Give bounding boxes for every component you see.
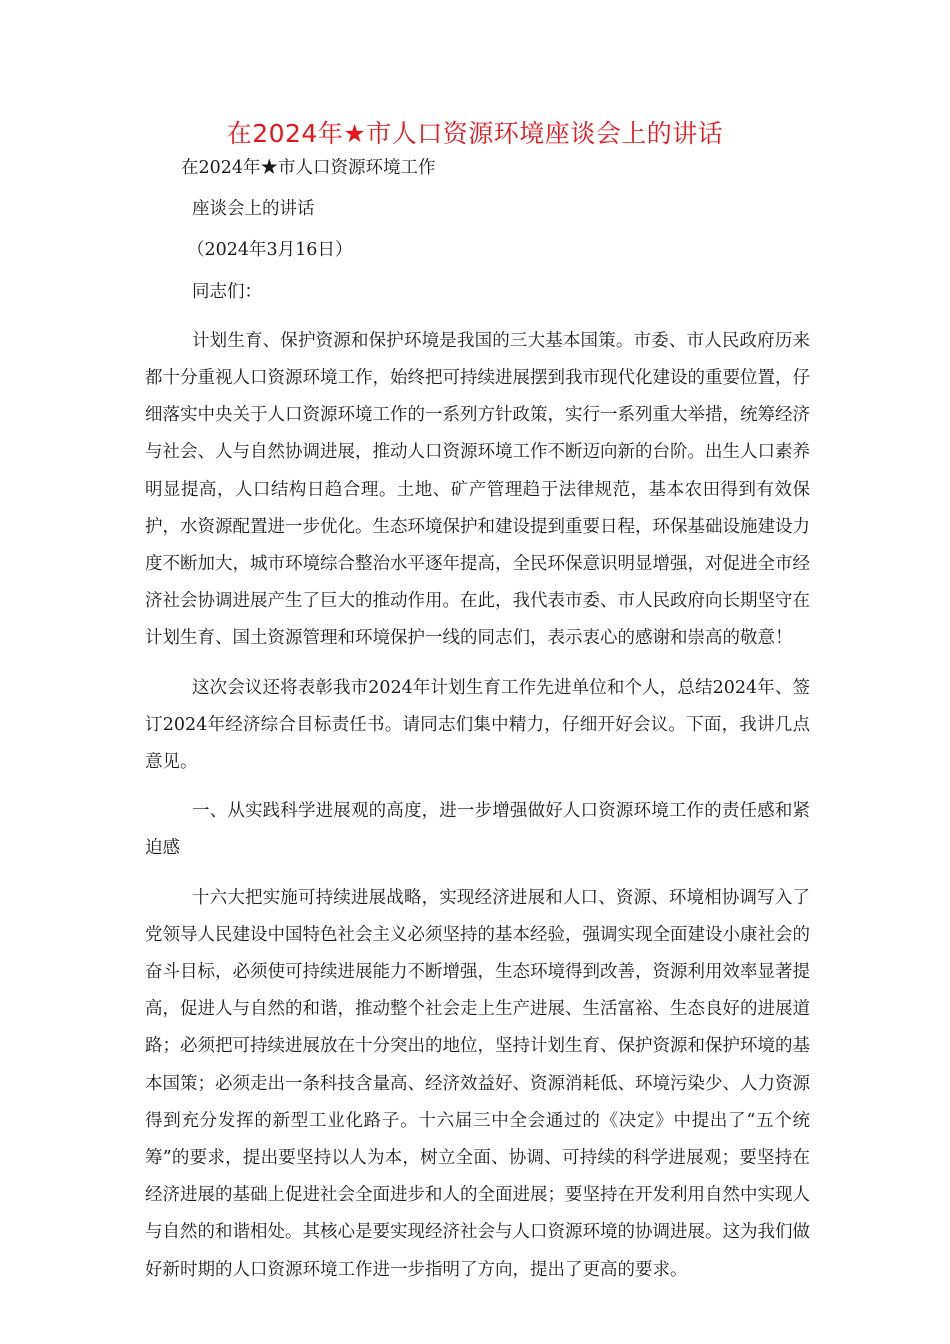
subtitle-line-2: 座谈会上的讲话: [192, 199, 315, 220]
document-title: 在2024年★市人口资源环境座谈会上的讲话: [226, 119, 724, 148]
document-body: [145, 150, 810, 1289]
subtitle-line-1: 在2024年★市人口资源环境工作: [181, 158, 436, 178]
paragraph-meeting: 这次会议还将表彰我市2024年计划生育工作先进单位和个人，总结2024年、签订2024年经济综合目标责任书。请同志们集中精力，仔细开好会议。下面，我讲几点意见。: [145, 677, 810, 773]
paragraph-intro: 计划生育、保护资源和保护环境是我国的三大基本国策。市委、市人民政府历来都十分重视人口资源环境工作，始终把可持续进展摆到我市现代化建设的重要位置，仔细落实中央关于人口资源环境工作的一系列方针政策，实行一系列重大举措，统筹经济与社会、人与自然协调进展，推动人口资源环境工作不断迈向新的台阶。出生人口素养明显提高，人口结构日趋合理。土地、矿产管理趋于法律规范，基本农田得到有效保护，水资源配置进一步优化。生态环境保护和建设提到重要日程，环保基础设施建设力度不断加大，城市环境综合整治水平逐年提高，全民环保意识明显增强，对促进全市经济社会协调进展产生了巨大的推动作用。在此，我代表市委、市人民政府向长期坚守在计划生育、国土资源管理和环境保护一线的同志们，表示衷心的感谢和崇高的敬意！: [145, 330, 810, 649]
paragraph-section-1: 十六大把实施可持续进展战略，实现经济进展和人口、资源、环境相协调写入了党领导人民建设中国特色社会主义必须坚持的基本经验，强调实现全面建设小康社会的奋斗目标，必须使可持续进展能力不断增强，生态环境得到改善，资源利用效率显著提高，促进人与自然的和谐，推动整个社会走上生产进展、生活富裕、生态良好的进展道路；必须把可持续进展放在十分突出的地位，坚持计划生育、保护资源和保护环境的基本国策；必须走出一条科技含量高、经济效益好、资源消耗低、环境污染少、人力资源得到充分发挥的新型工业化路子。十六届三中全会通过的《决定》中提出了“五个统筹”的要求，提出要坚持以人为本，树立全面、协调、可持续的科学进展观；要坚持在经济进展的基础上促进社会全面进步和人的全面进展；要坚持在开发利用自然中实现人与自然的和谐相处。其核心是要实现经济社会与人口资源环境的协调进展。这为我们做好新时期的人口资源环境工作进一步指明了方向，提出了更高的要求。: [145, 887, 810, 1280]
section-heading-1: 一、从实践科学进展观的高度，进一步增强做好人口资源环境工作的责任感和紧迫感: [145, 801, 810, 859]
speech-date: （2024年3月16日）: [187, 240, 353, 261]
greeting: 同志们：: [192, 281, 262, 302]
